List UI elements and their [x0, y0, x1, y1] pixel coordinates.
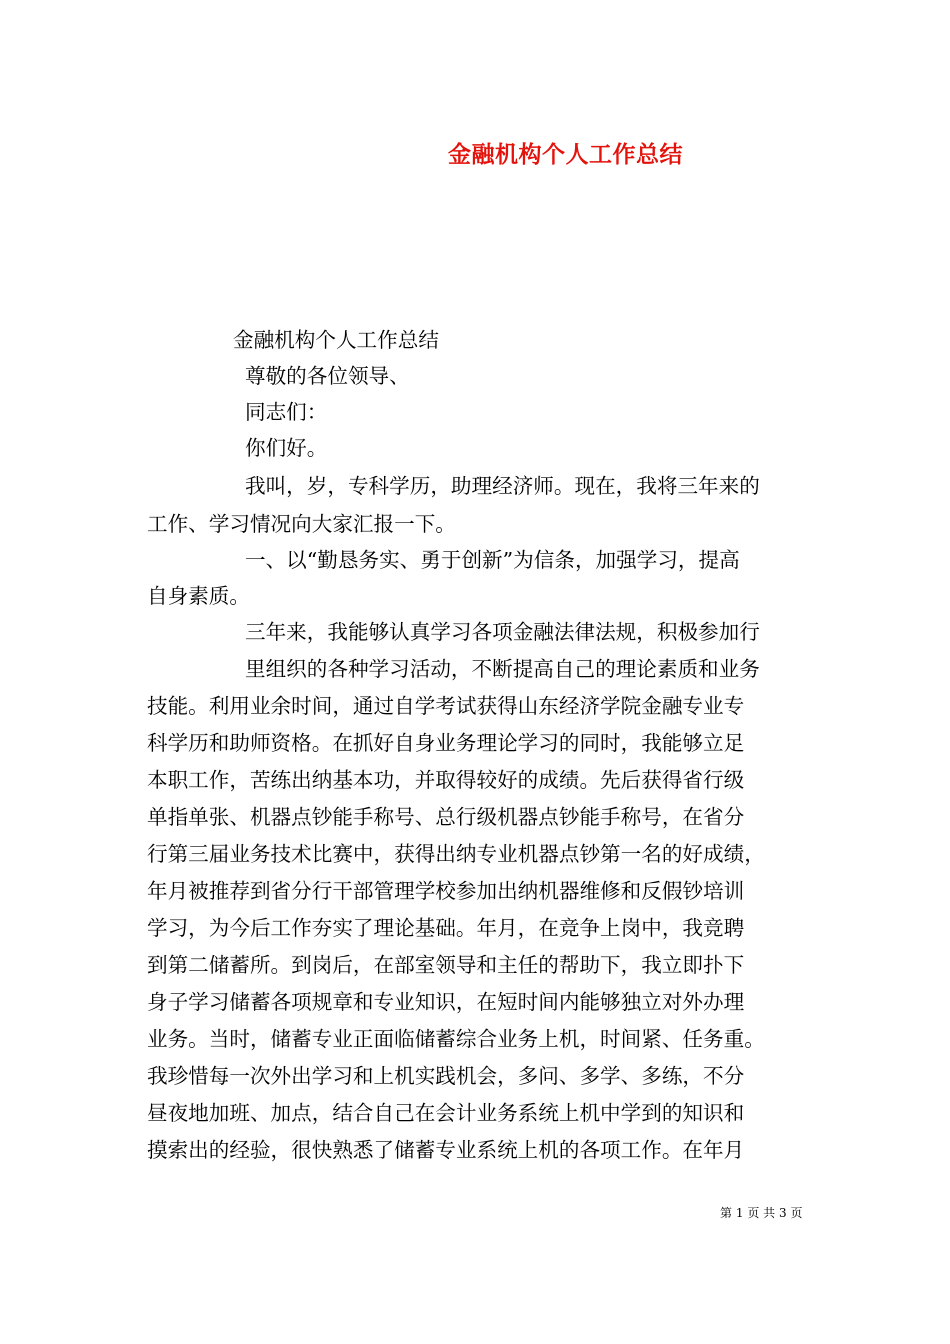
body-line: 到第二储蓄所。到岗后，在部室领导和主任的帮助下，我立即扑下 — [147, 953, 745, 977]
total-page-number: 3 — [778, 1206, 787, 1220]
body-line: 你们好。 — [245, 436, 328, 460]
body-line: 身子学习储蓄各项规章和专业知识，在短时间内能够独立对外办理 — [147, 990, 745, 1014]
body-line: 行第三届业务技术比赛中，获得出纳专业机器点钞第一名的好成绩， — [147, 842, 765, 866]
body-line: 昼夜地加班、加点，结合自己在会计业务系统上机中学到的知识和 — [147, 1101, 745, 1125]
body-line: 年月被推荐到省分行干部管理学校参加出纳机器维修和反假钞培训 — [147, 879, 745, 903]
body-line: 尊敬的各位领导、 — [245, 364, 410, 388]
body-line: 摸索出的经验，很快熟悉了储蓄专业系统上机的各项工作。在年月 — [147, 1138, 745, 1162]
page-footer — [720, 1204, 802, 1221]
body-line: 本职工作，苦练出纳基本功，并取得较好的成绩。先后获得省行级 — [147, 768, 745, 792]
body-line: 同志们： — [245, 400, 328, 424]
body-line: 里组织的各种学习活动，不断提高自己的理论素质和业务 — [245, 657, 760, 681]
body-line: 业务。当时，储蓄专业正面临储蓄综合业务上机，时间紧、任务重。 — [147, 1027, 765, 1051]
body-line: 我叫，岁，专科学历，助理经济师。现在，我将三年来的 — [245, 474, 760, 498]
footer-middle: 页 共 — [747, 1206, 776, 1220]
body-line: 三年来，我能够认真学习各项金融法律法规，积极参加行 — [245, 620, 760, 644]
body-line: 科学历和助师资格。在抓好自身业务理论学习的同时，我能够立足 — [147, 731, 745, 755]
body-line: 一、以“勤恳务实、勇于创新”为信条，加强学习，提高 — [245, 548, 740, 572]
footer-prefix: 第 — [720, 1206, 733, 1220]
body-line: 自身素质。 — [147, 584, 250, 608]
document-title: 金融机构个人工作总结 — [448, 141, 683, 168]
footer-suffix: 页 — [790, 1206, 803, 1220]
body-line: 技能。利用业余时间，通过自学考试获得山东经济学院金融专业专 — [147, 694, 745, 718]
body-line: 金融机构个人工作总结 — [233, 328, 439, 352]
body-line: 学习，为今后工作夯实了理论基础。年月，在竞争上岗中，我竞聘 — [147, 916, 745, 940]
body-line: 单指单张、机器点钞能手称号、总行级机器点钞能手称号，在省分 — [147, 805, 745, 829]
body-line: 工作、学习情况向大家汇报一下。 — [147, 512, 456, 536]
body-line: 我珍惜每一次外出学习和上机实践机会，多问、多学、多练，不分 — [147, 1064, 745, 1088]
current-page-number: 1 — [735, 1206, 744, 1220]
